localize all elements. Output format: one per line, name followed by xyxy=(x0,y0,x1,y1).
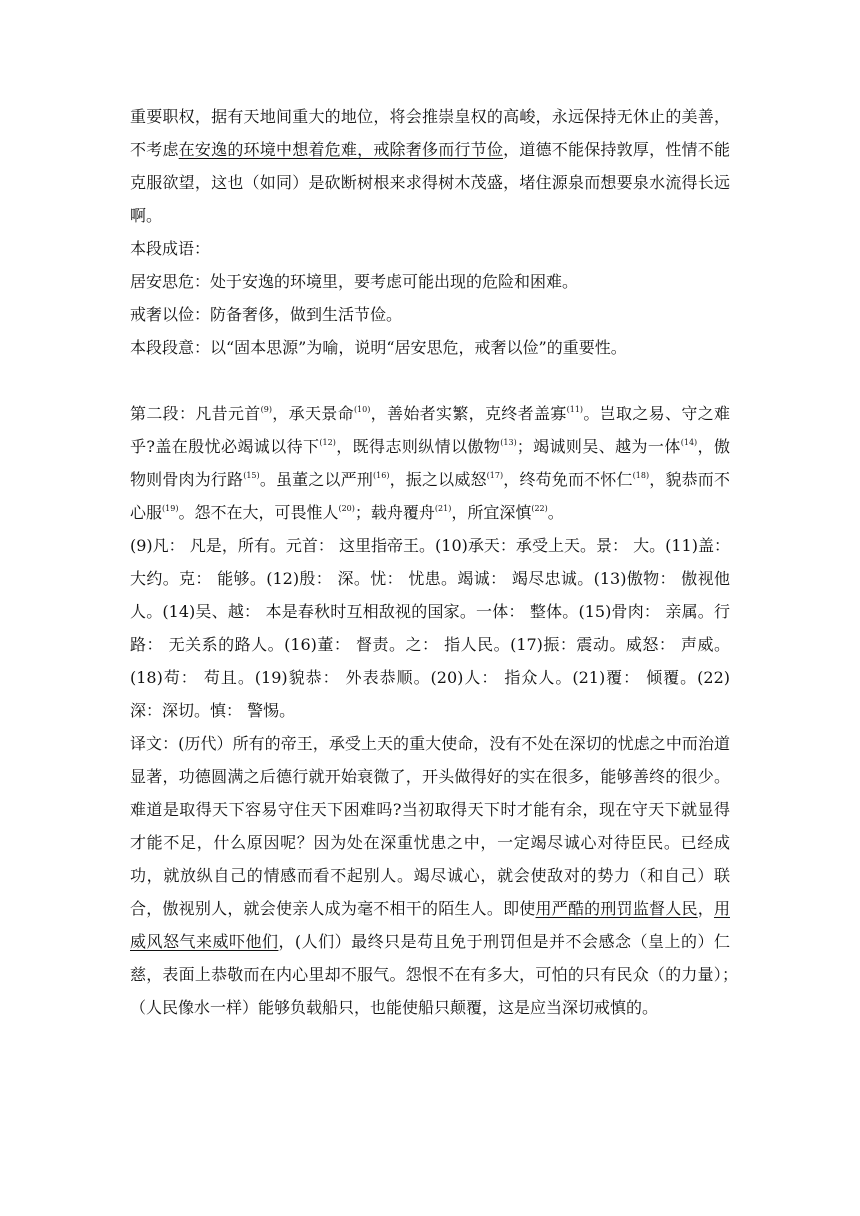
footnote-ref: (21) xyxy=(434,504,452,513)
footnote-ref: (14) xyxy=(680,438,698,447)
footnote-ref: (20) xyxy=(338,504,355,513)
footnote-ref: (10) xyxy=(353,405,371,414)
idioms-label: 本段成语： xyxy=(130,239,211,258)
text-run: ，振之以威怒 xyxy=(389,470,487,489)
text-run: 第二段：凡昔元首 xyxy=(130,404,261,423)
text-run: ，貌恭而不心服 xyxy=(130,470,730,522)
text-run: ；竭诚则吴、越为一体 xyxy=(516,437,681,456)
text-run: ，道德不能保持敦厚，性情不能克服欲望，这也（如同）是砍断树根来求得树木茂盛，堵住源泉而想要泉水流得长远啊。 xyxy=(130,140,730,225)
underlined-phrase: 用威风怒气来威吓他们 xyxy=(130,899,730,951)
text-run: ，所宜深慎 xyxy=(451,503,532,522)
footnote-ref: (16) xyxy=(373,471,390,480)
paragraph-meaning: 本段段意：以“固本思源”为喻，说明“居安思危，戒奢以俭”的重要性。 xyxy=(130,338,627,357)
translation-paragraph-2 xyxy=(130,727,747,1024)
idiom-1: 居安思危：处于安逸的环境里，要考虑可能出现的危险和困难。 xyxy=(130,272,579,291)
text-run: 。 xyxy=(547,503,564,522)
text-run: ，(人们）最终只是苟且免于刑罚但是并不会感念（皇上的）仁慈，表面上恭敬而在内心里却不服气。怨恨不在有多大，可怕的只有民众（的力量）； （人民像水一样）能够负载船只，也能使船只颠覆，这是应当深切戒慎的。 xyxy=(130,932,747,1017)
text-run: ，终苟免而不怀仁 xyxy=(503,470,633,489)
underlined-phrase: 在安逸的环境中想着危难，戒除奢侈而行节俭 xyxy=(178,140,504,159)
text-run: 重要职权，据有天地间重大的地位，将会推崇皇权的高峻，永远保持无休止的美善，不考虑 xyxy=(130,107,730,159)
footnote-ref: (11) xyxy=(566,405,584,414)
blank-line xyxy=(130,364,730,397)
footnote-ref: (12) xyxy=(319,438,336,447)
footnote-ref: (15) xyxy=(243,471,260,480)
text-run: 。虽董之以严刑 xyxy=(259,470,374,489)
text-run: ；载舟覆舟 xyxy=(354,503,435,522)
text-run: 译文：(历代）所有的帝王，承受上天的重大使命，没有不处在深切的忧虑之中而治道显著，功德圆满之后德行就开始衰微了，开头做得好的实在很多，能够善终的很少。难道是取得天下容易守住天下困难吗?当初取得天下时才能有余，现在守天下就显得才能不足，什么原因呢？因为处在深重忧患之中，一定竭尽诚心对待臣民。已经成功，就放纵自己的情感而看不起别人。竭尽诚心，就会使敌对的势力（和自己）联合，傲视别人，就会使亲人成为毫不相干的陌生人。即使 xyxy=(130,734,730,918)
footnote-ref: (13) xyxy=(500,438,517,447)
text-run: ，善始者实繁，克终者盖寡 xyxy=(370,404,567,423)
text-run: ， xyxy=(697,899,714,918)
footnote-ref: (19) xyxy=(162,504,179,513)
annotations: (9)凡： 凡是，所有。元首： 这里指帝王。(10)承天：承受上天。景： 大。(11)盖： 大约。克： 能够。(12)殷： 深。忧： 忧患。竭诚： 竭尽忠诚。(13)傲物： 傲视他人。(14)吴、越： 本是春秋时互相敌视的国家。一体： 整体。(15)骨肉： 亲属。行路： 无关系的路人。(16)董： 督责。之： 指人民。(17)振：震动。威怒： 声威。(18)苟： 苟且。(19)貌恭： 外表恭顺。(20)人： 指众人。(21)覆： 倾覆。(22)深：深切。慎： 警惕。 xyxy=(130,536,730,720)
document-page xyxy=(130,100,747,1024)
footnote-ref: (17) xyxy=(486,471,504,480)
footnote-ref: (9) xyxy=(260,405,272,414)
text-run: ，傲物则骨肉为行路 xyxy=(130,437,730,489)
translation-paragraph-1 xyxy=(130,100,730,232)
underlined-phrase: 用严酷的刑罚监督人民 xyxy=(535,899,698,918)
text-run: ，既得志则纵情以傲物 xyxy=(335,437,501,456)
text-run: ，承天景命 xyxy=(271,404,354,423)
footnote-ref: (18) xyxy=(632,471,650,480)
text-run: 。怨不在大，可畏惟人 xyxy=(178,503,339,522)
original-text-paragraph-2 xyxy=(130,397,730,529)
footnote-ref: (22) xyxy=(531,504,548,513)
idiom-2: 戒奢以俭：防备奢侈，做到生活节俭。 xyxy=(130,305,403,324)
text-run: 。岂取之易、守之难乎?盖在殷忧必竭诚以待下 xyxy=(130,404,730,456)
